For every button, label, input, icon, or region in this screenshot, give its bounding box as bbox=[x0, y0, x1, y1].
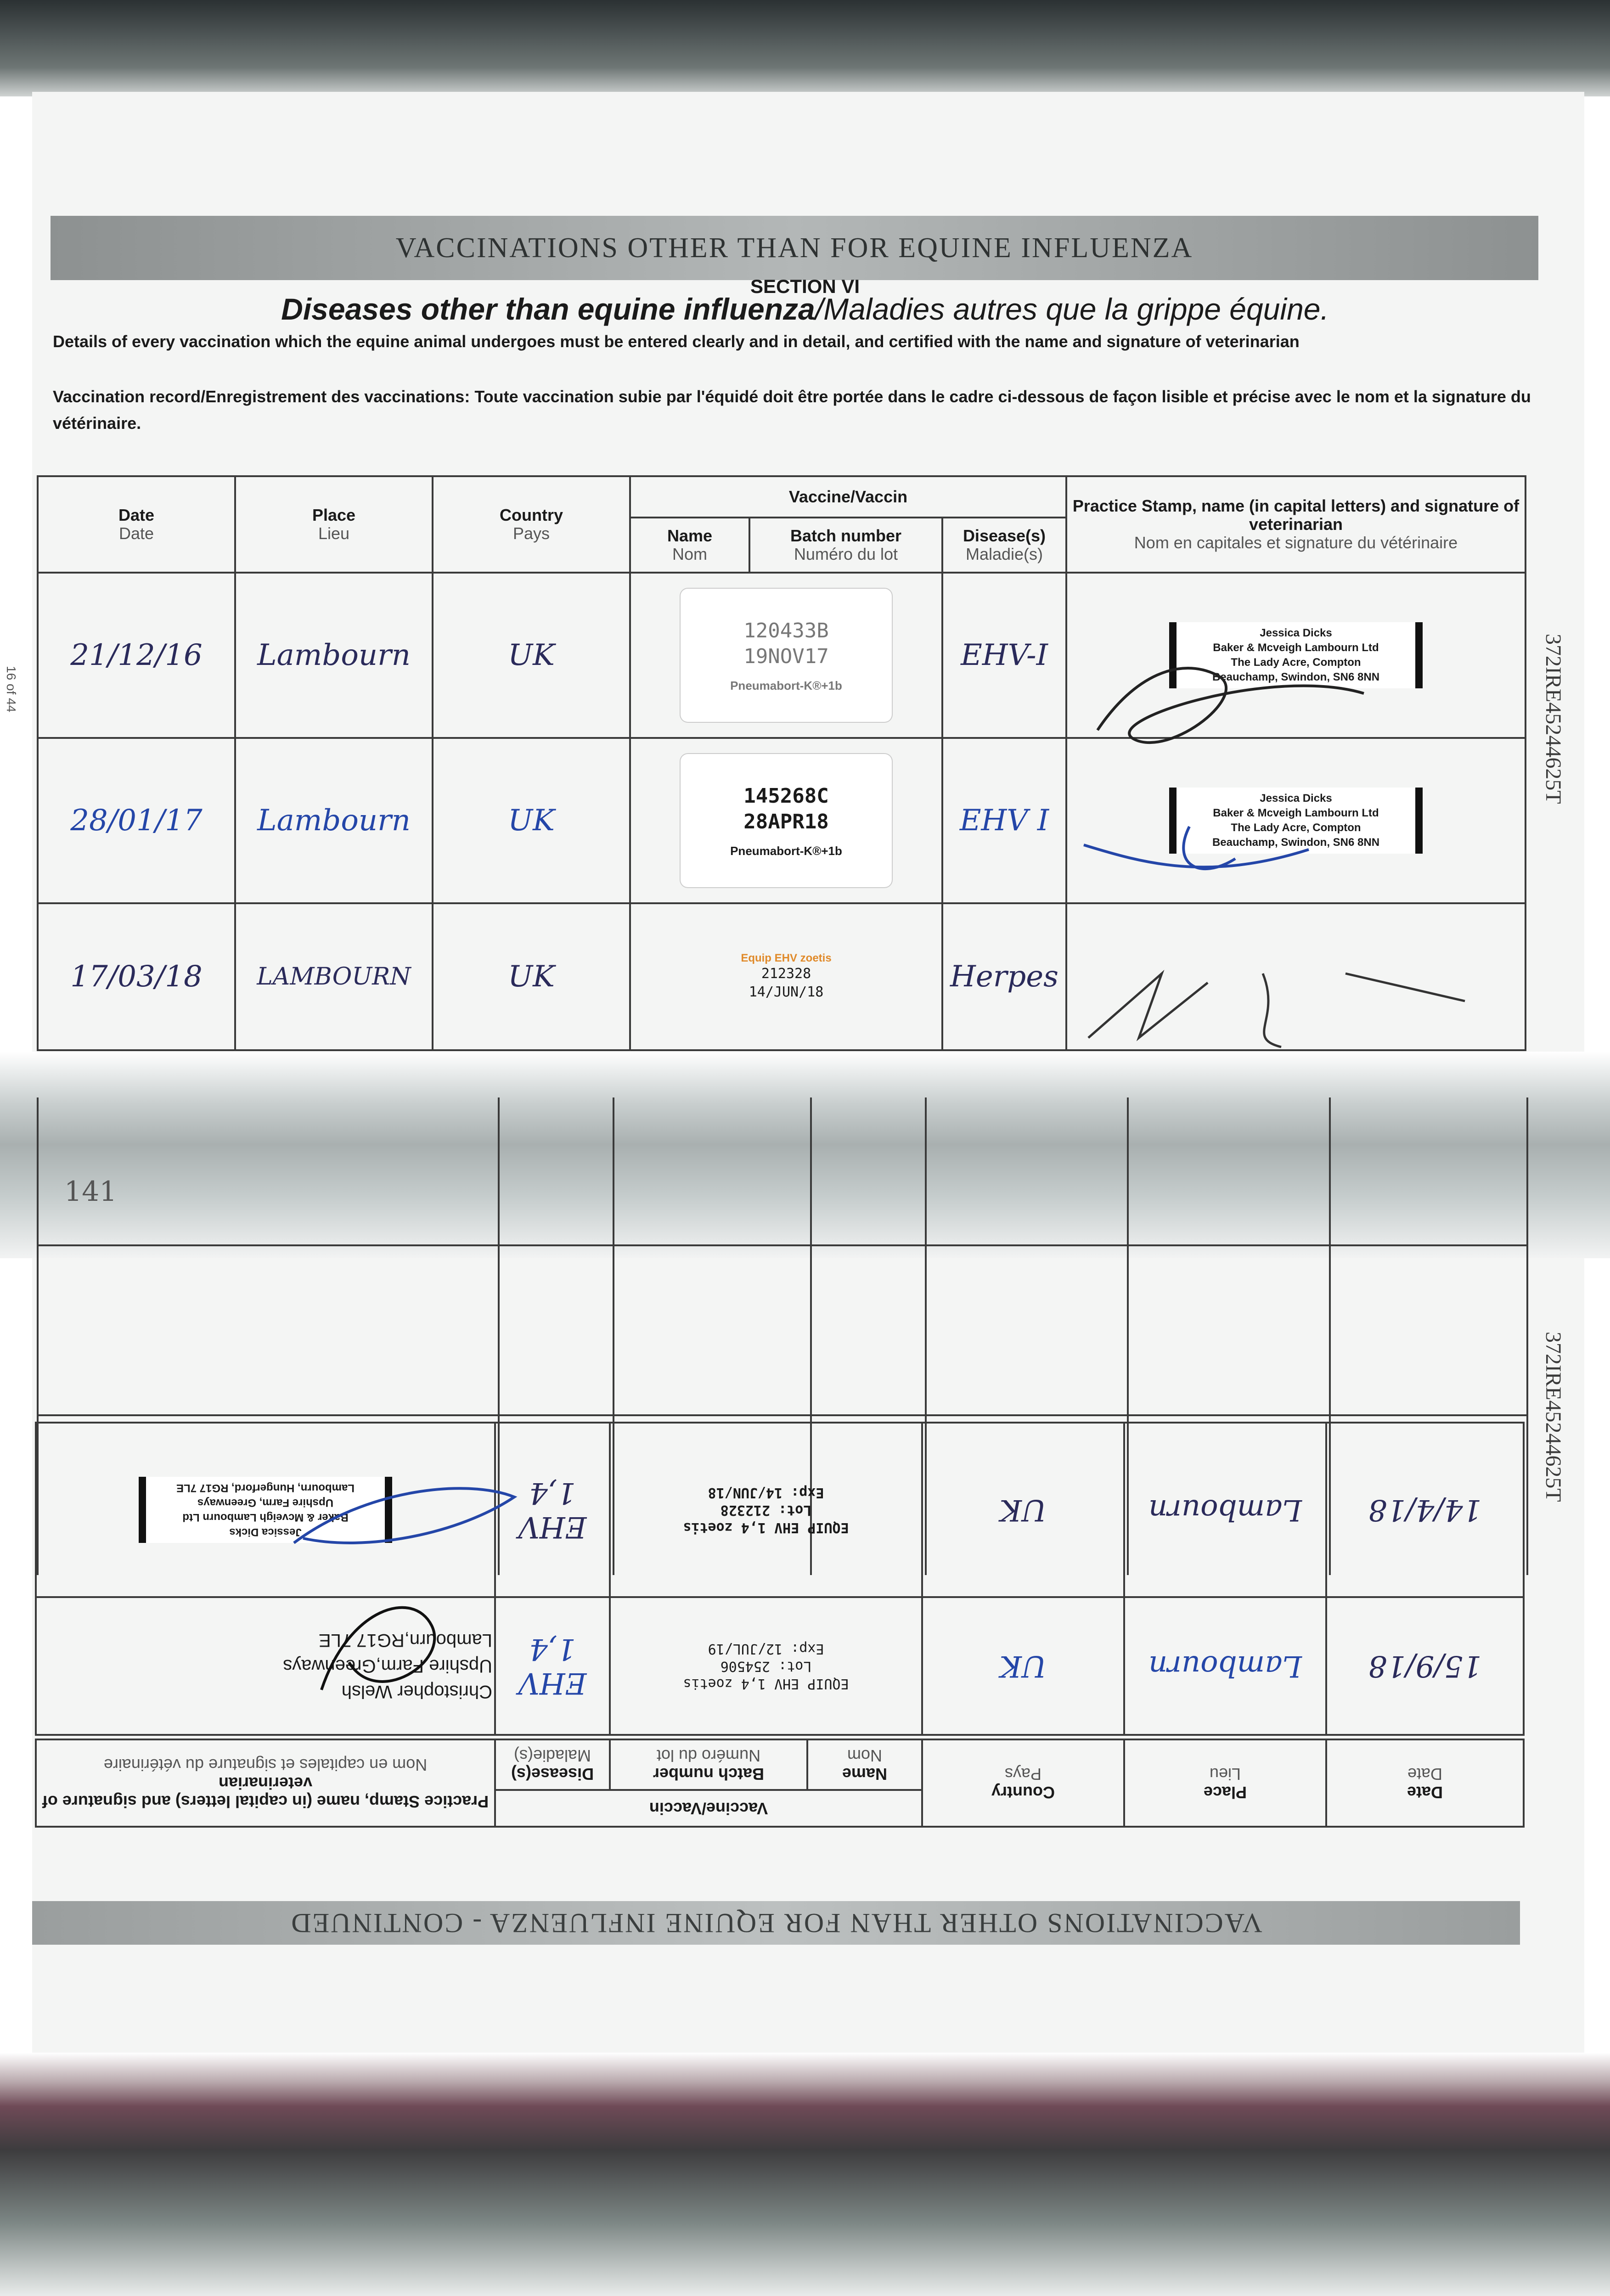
batch-number: Lot: 212328 bbox=[720, 1502, 812, 1518]
flipped-rows bbox=[37, 1405, 1525, 1736]
flipped-header bbox=[37, 1736, 1525, 1828]
continued-title-bar bbox=[32, 1901, 1520, 1945]
vaccine-label bbox=[630, 738, 942, 903]
header-country: Country Pays bbox=[433, 476, 630, 573]
row-place: Lambourn bbox=[235, 738, 433, 903]
row-date: 17/03/18 bbox=[38, 903, 235, 1050]
diseases-heading bbox=[0, 292, 1610, 326]
vaccine-label bbox=[610, 1597, 922, 1735]
section-number: SECTION VI bbox=[750, 276, 860, 297]
scan-bottom-edge bbox=[0, 2053, 1610, 2296]
vet-signature bbox=[276, 1469, 533, 1561]
row-place: Lambourn bbox=[235, 573, 433, 738]
row-date: 14/4/18 bbox=[1326, 1423, 1524, 1597]
header-date: Date Date bbox=[38, 476, 235, 573]
batch-number: 145268C bbox=[743, 784, 829, 808]
row-disease: EHV-I bbox=[942, 573, 1066, 738]
header-batch: Batch number Numéro du lot bbox=[749, 518, 942, 573]
expiry-date: 14/JUN/18 bbox=[749, 984, 824, 1000]
vaccine-name: Pneumabort-K®+1b bbox=[730, 678, 842, 692]
vaccine-label bbox=[610, 1423, 922, 1597]
section-title-bar bbox=[51, 216, 1538, 280]
header-place: Place Lieu bbox=[235, 476, 433, 573]
header-country: Country Pays bbox=[922, 1739, 1124, 1827]
header-disease: Disease(s) Maladie(s) bbox=[942, 518, 1066, 573]
row-disease: Herpes bbox=[942, 903, 1066, 1050]
vet-signature bbox=[1070, 946, 1483, 1056]
row-date: 28/01/17 bbox=[38, 738, 235, 903]
header-practice: Practice Stamp, name (in capital letters) and signature of veterinarian Nom en capitales et signature du vétérinaire bbox=[1066, 476, 1526, 573]
table-row bbox=[36, 1597, 1524, 1735]
row-disease: EHV 1,4 bbox=[495, 1423, 610, 1597]
instructions-fr: Vaccination record/Enregistrement des vaccinations: Toute vaccination subie par l'équidé doit être portée dans le cadre ci-dessous de façon lisible et précise avec le nom et la signature du vétérinaire. bbox=[53, 387, 1531, 433]
row-date: 21/12/16 bbox=[38, 573, 235, 738]
row-country: UK bbox=[433, 738, 630, 903]
header-date: Date Date bbox=[1326, 1739, 1524, 1827]
batch-number: 120433B bbox=[743, 619, 829, 642]
expiry-date: 28APR18 bbox=[743, 810, 829, 833]
row-disease: EHV 1,4 bbox=[495, 1597, 610, 1735]
diseases-heading-en: Diseases other than equine influenza bbox=[281, 292, 815, 326]
vaccine-name: EQUIP EHV 1,4 zoetis bbox=[683, 1676, 849, 1692]
row-date: 15/9/18 bbox=[1326, 1597, 1524, 1735]
scan-top-edge bbox=[0, 0, 1610, 96]
vaccine-name: EQUIP EHV 1,4 zoetis bbox=[683, 1519, 849, 1536]
vet-signature bbox=[1070, 808, 1345, 900]
row-disease: EHV I bbox=[942, 738, 1066, 903]
instructions-en: Details of every vaccination which the equine animal undergoes must be entered clearly and in detail, and certified with the name and signature of veterinarian bbox=[53, 332, 1300, 351]
section-title-text: VACCINATIONS OTHER THAN FOR EQUINE INFLUENZA bbox=[395, 232, 1193, 264]
header-practice: Practice Stamp, name (in capital letters) and signature of veterinarian Nom en capitales et signature du vétérinaire bbox=[36, 1739, 495, 1827]
passport-id: 372IRE45244625T bbox=[1541, 634, 1565, 804]
header-vaccine: Vaccine/Vaccin bbox=[630, 476, 1066, 518]
continued-title-text: VACCINATIONS OTHER THAN FOR EQUINE INFLUENZA - CONTINUED bbox=[290, 1908, 1262, 1938]
header-place: Place Lieu bbox=[1124, 1739, 1326, 1827]
vet-signature bbox=[294, 1570, 450, 1717]
header-name: Name Nom bbox=[807, 1739, 922, 1790]
header-vaccine: Vaccine/Vaccin bbox=[495, 1790, 922, 1827]
expiry-date: Exp: 12/JUL/19 bbox=[708, 1641, 824, 1657]
vaccine-name: Equip EHV zoetis bbox=[741, 952, 832, 964]
vaccine-sticker bbox=[681, 589, 892, 722]
practice-stamp: Jessica Dicks Baker & Mcveigh Lambourn Ltd The Lady Acre, Compton Beauchamp, Swindon, SN6 8NN bbox=[1169, 622, 1423, 688]
batch-number: Lot: 254506 bbox=[720, 1658, 812, 1674]
row-country: UK bbox=[433, 903, 630, 1050]
header-batch: Batch number Numéro du lot bbox=[610, 1739, 807, 1790]
practice-stamp-cell: Christopher Welsh Upshire Farm,Greenways Lambourn,RG17 7LE bbox=[36, 1597, 495, 1735]
expiry-date: 19NOV17 bbox=[743, 644, 829, 668]
batch-number: 212328 bbox=[761, 966, 811, 982]
vaccine-label bbox=[630, 573, 942, 738]
flipped-title-bar bbox=[32, 1901, 1520, 1945]
vet-signature bbox=[1079, 638, 1401, 758]
page-number: 16 of 44 bbox=[4, 666, 18, 713]
practice-stamp: Jessica Dicks Baker & Mcveigh Lambourn Ltd The Lady Acre, Compton Beauchamp, Swindon, SN6 8NN bbox=[1169, 788, 1423, 854]
flipped-table bbox=[35, 1422, 1525, 1736]
header-disease: Disease(s) Maladie(s) bbox=[495, 1739, 610, 1790]
row-place: Lambourn bbox=[1124, 1423, 1326, 1597]
row-country: UK bbox=[433, 573, 630, 738]
flipped-header-table bbox=[35, 1739, 1525, 1828]
header-name: Name Nom bbox=[630, 518, 749, 573]
margin-note: 141 bbox=[64, 1176, 117, 1208]
row-place: LAMBOURN bbox=[235, 903, 433, 1050]
row-place: Lambourn bbox=[1124, 1597, 1326, 1735]
passport-id: 372IRE45244625T bbox=[1541, 1332, 1565, 1502]
row-country: UK bbox=[922, 1597, 1124, 1735]
vaccine-sticker bbox=[681, 754, 892, 887]
vaccine-name: Pneumabort-K®+1b bbox=[730, 844, 842, 858]
vaccine-label bbox=[630, 903, 942, 1050]
row-country: UK bbox=[922, 1423, 1124, 1597]
table-row bbox=[36, 1423, 1524, 1597]
diseases-heading-fr: /Maladies autres que la grippe équine. bbox=[815, 292, 1329, 326]
expiry-date: Exp: 14/JUN/18 bbox=[708, 1485, 824, 1501]
practice-stamp: Jessica Dicks Baker & Mcveigh Lambourn Ltd Upshire Farm, Greenways Lambourn, Hungerford, RG17 7LE bbox=[139, 1477, 392, 1543]
